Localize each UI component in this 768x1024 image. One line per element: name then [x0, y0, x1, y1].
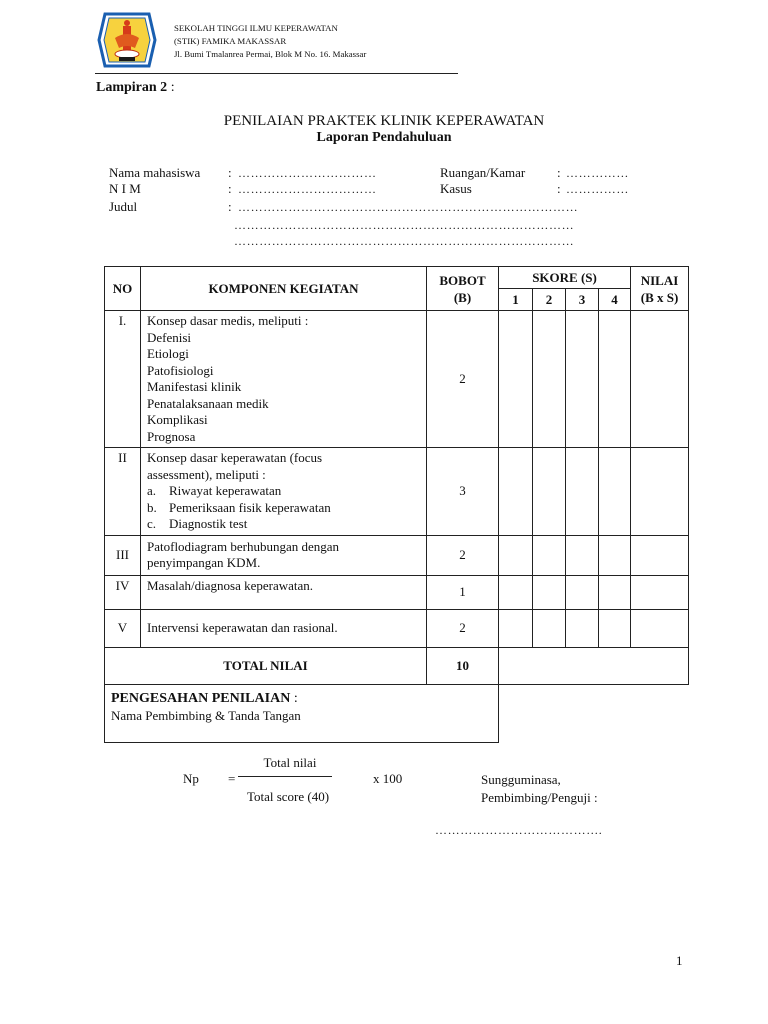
colon: : — [228, 181, 232, 196]
row-bobot: 3 — [427, 448, 499, 536]
formula-denominator: Total score (40) — [246, 789, 330, 804]
judul-field-line3[interactable]: ……………………………………………………………………… — [234, 234, 575, 248]
ruangan-label: Ruangan/Kamar — [440, 165, 526, 180]
judul-field-line2[interactable]: ……………………………………………………………………… — [234, 218, 575, 232]
formula-multiplier: x 100 — [373, 771, 403, 786]
table-row — [105, 609, 689, 647]
signature-role: Pembimbing/Penguji : — [481, 790, 598, 805]
judul-label: Judul — [109, 199, 138, 214]
skore-col-1: 1 — [499, 289, 533, 311]
score-cell[interactable] — [533, 448, 566, 536]
signature-place: Sungguminasa, — [481, 772, 561, 787]
total-row — [105, 647, 689, 684]
score-cell[interactable] — [566, 448, 599, 536]
table-row — [105, 448, 689, 536]
table-row — [105, 575, 689, 609]
institution-address: Jl. Bumi Tmalanrea Permai, Blok M No. 16. Makassar — [174, 49, 367, 59]
nilai-cell[interactable] — [631, 609, 689, 647]
score-cell[interactable] — [566, 609, 599, 647]
pengesahan-sub: Nama Pembimbing & Tanda Tangan — [111, 707, 301, 723]
pengesahan-cell[interactable] — [105, 684, 499, 742]
header-bobot: BOBOT (B) — [427, 267, 499, 311]
score-cell[interactable] — [499, 535, 533, 575]
colon: : — [557, 165, 561, 180]
kasus-field[interactable]: …………… — [566, 182, 629, 196]
header-komponen: KOMPONEN KEGIATAN — [141, 267, 427, 311]
score-cell[interactable] — [599, 575, 631, 609]
np-label: Np — [183, 771, 199, 786]
colon: : — [228, 199, 232, 214]
skore-col-2: 2 — [533, 289, 566, 311]
score-cell[interactable] — [566, 575, 599, 609]
page-number: 1 — [676, 953, 683, 968]
table-header-row — [105, 267, 689, 289]
institution-subname: (STIK) FAMIKA MAKASSAR — [174, 36, 287, 46]
kasus-label: Kasus — [440, 181, 472, 196]
signature-field[interactable]: …………………………………. — [435, 823, 603, 837]
row-number: IV — [105, 575, 141, 609]
score-cell[interactable] — [533, 311, 566, 448]
score-cell[interactable] — [599, 311, 631, 448]
score-cell[interactable] — [499, 609, 533, 647]
header-no: NO — [105, 267, 141, 311]
score-cell[interactable] — [533, 575, 566, 609]
score-cell[interactable] — [566, 535, 599, 575]
score-cell[interactable] — [533, 609, 566, 647]
row-bobot: 2 — [427, 311, 499, 448]
total-label: TOTAL NILAI — [105, 647, 427, 684]
score-cell[interactable] — [566, 311, 599, 448]
header-skore: SKORE (S) — [499, 267, 631, 289]
judul-field-line1[interactable]: ……………………………………………………………………… — [238, 200, 579, 214]
document-title: PENILAIAN PRAKTEK KLINIK KEPERAWATAN — [223, 113, 545, 129]
row-component: Patoflodiagram berhubungan dengan penyimpangan KDM. — [141, 535, 427, 575]
institution-logo — [95, 8, 159, 72]
institution-name: SEKOLAH TINGGI ILMU KEPERAWATAN — [174, 23, 338, 33]
score-cell[interactable] — [599, 609, 631, 647]
fraction-line — [238, 776, 332, 777]
row-number: I. — [105, 311, 141, 448]
row-number: II — [105, 448, 141, 536]
nim-label: N I M — [109, 181, 141, 196]
row-component: Konsep dasar medis, meliputi : Defenisi Etiologi Patofisiologi Manifestasi klinik Penatalaksanaan medik Komplikasi Prognosa — [141, 311, 427, 448]
nilai-cell[interactable] — [631, 311, 689, 448]
skore-col-4: 4 — [599, 289, 631, 311]
empty-area — [499, 684, 689, 742]
header-divider — [95, 73, 458, 74]
nim-field[interactable]: …………………………… — [238, 182, 377, 196]
equals-sign: = — [228, 771, 236, 786]
row-bobot: 1 — [427, 575, 499, 609]
nilai-cell[interactable] — [631, 448, 689, 536]
skore-col-3: 3 — [566, 289, 599, 311]
document-subtitle: Laporan Pendahuluan — [316, 130, 452, 145]
row-component: Masalah/diagnosa keperawatan. — [141, 575, 427, 609]
pengesahan-row — [105, 684, 689, 742]
table-row — [105, 535, 689, 575]
ruangan-field[interactable]: …………… — [566, 166, 629, 180]
nilai-cell[interactable] — [631, 535, 689, 575]
score-cell[interactable] — [533, 535, 566, 575]
score-cell[interactable] — [499, 311, 533, 448]
assessment-table — [104, 266, 689, 743]
colon: : — [228, 165, 232, 180]
score-cell[interactable] — [599, 448, 631, 536]
lampiran-label: Lampiran 2 : — [96, 80, 175, 95]
row-number: V — [105, 609, 141, 647]
row-component: Konsep dasar keperawatan (focus assessment), meliputi : a. Riwayat keperawatan b. Pemeriksaan fisik keperawatan c. Diagnostik test — [141, 448, 427, 536]
row-bobot: 2 — [427, 609, 499, 647]
total-nilai-cell[interactable] — [499, 647, 689, 684]
header-nilai: NILAI (B x S) — [631, 267, 689, 311]
colon: : — [557, 181, 561, 196]
row-bobot: 2 — [427, 535, 499, 575]
total-value: 10 — [427, 647, 499, 684]
nama-label: Nama mahasiswa — [109, 165, 201, 180]
score-cell[interactable] — [499, 575, 533, 609]
score-cell[interactable] — [599, 535, 631, 575]
nama-field[interactable]: …………………………… — [238, 166, 377, 180]
pengesahan-label: PENGESAHAN PENILAIAN : — [111, 690, 298, 706]
formula-numerator: Total nilai — [263, 755, 317, 770]
row-number: III — [105, 535, 141, 575]
score-cell[interactable] — [499, 448, 533, 536]
row-component: Intervensi keperawatan dan rasional. — [141, 609, 427, 647]
nilai-cell[interactable] — [631, 575, 689, 609]
table-row — [105, 311, 689, 448]
